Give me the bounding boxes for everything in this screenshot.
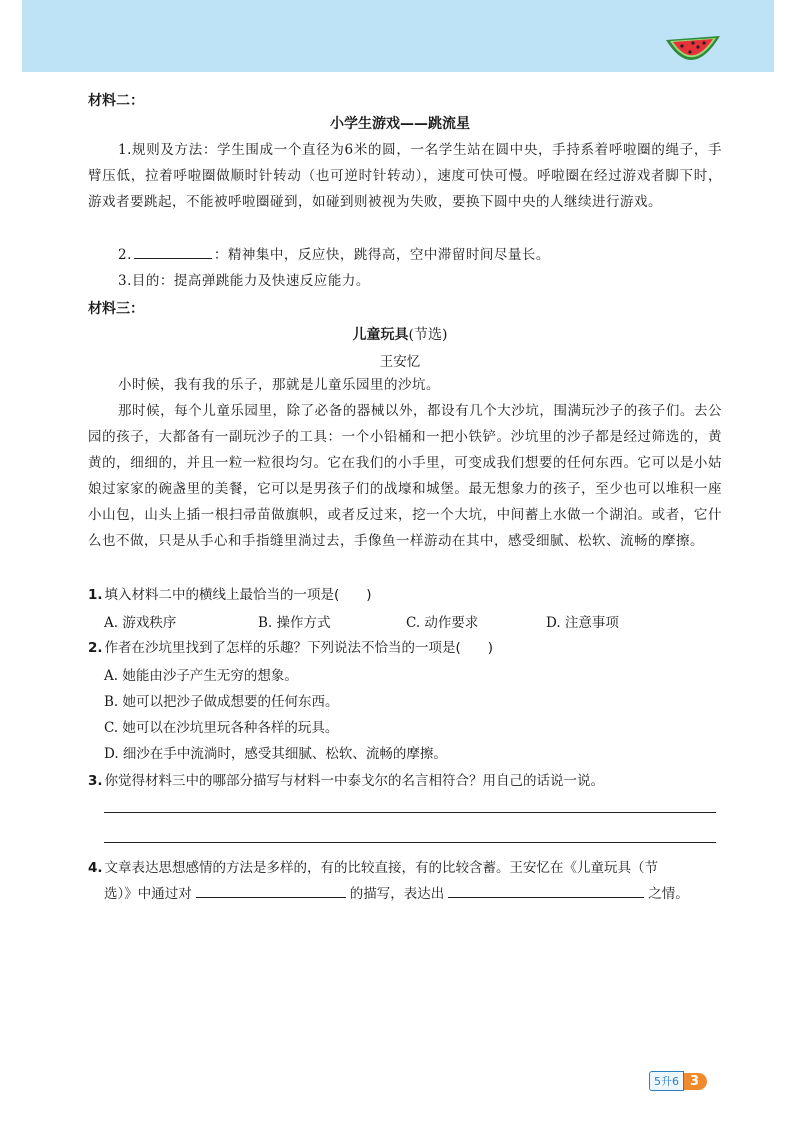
material2-label: 材料二： [88, 93, 144, 109]
rule2-text: ：精神集中，反应快，跳得高，空中滞留时间尽量长。 [213, 247, 550, 263]
q2-text: 作者在沙坑里找到了怎样的乐趣？下列说法不恰当的一项是( ) [104, 640, 494, 656]
q1-option-b[interactable]: B. 操作方式 [258, 615, 331, 631]
q4-line2-b: 的描写，表达出 [349, 886, 445, 902]
q3-answer-line-2[interactable] [104, 842, 716, 843]
material3-paragraph-2: 那时候，每个儿童乐园里，除了必备的器械以外，都设有几个大沙坑，围满玩沙子的孩子们。去公园的孩子，大都备有一副玩沙子的工具：一个小铅桶和一把小铁铲。沙坑里的沙子都是经过筛选的，黄黄的，细细的，并且一粒一粒很均匀。它在我们的小手里，可变成我们想要的任何东西。它可以是小姑娘过家家的碗盏里的美餐，它可以是男孩子们的战壕和城堡。最无想象力的孩子，至少也可以堆积一座小山包，山头上插一根扫帚苗做旗帜，或者反过来，挖一个大坑，中间蓄上水做一个湖泊。或者，它什么也不做，只是从手心和手指缝里淌过去，手像鱼一样游动在其中，感受细腻、松软、流畅的摩擦。 [88, 403, 722, 549]
q1-option-d[interactable]: D. 注意事项 [546, 615, 619, 631]
q3-number: 3. [88, 773, 103, 789]
material2-rule3: 3.目的：提高弹跳能力及快速反应能力。 [118, 273, 370, 289]
q2-option-d[interactable]: D. 细沙在手中流淌时，感受其细腻、松软、流畅的摩擦。 [104, 746, 447, 762]
question-4 [88, 855, 728, 881]
q1-options [104, 611, 724, 631]
q4-number: 4. [88, 860, 103, 876]
q2-option-c[interactable]: C. 她可以在沙坑里玩各种各样的玩具。 [104, 720, 339, 736]
question-2 [88, 635, 728, 661]
material3-title-suffix: (节选) [408, 327, 448, 343]
question-1 [88, 582, 728, 608]
rule2-blank [134, 244, 212, 259]
material3-paragraph-1: 小时候，我有我的乐子，那就是儿童乐园里的沙坑。 [118, 377, 440, 393]
q1-text: 填入材料二中的横线上最恰当的一项是( ) [104, 587, 372, 603]
question-4-line2 [104, 881, 728, 907]
q1-option-c[interactable]: C. 动作要求 [406, 615, 479, 631]
q3-text: 你觉得材料三中的哪部分描写与材料一中泰戈尔的名言相符合？用自己的话说一说。 [104, 773, 605, 789]
q4-line2-c: 之情。 [648, 886, 689, 902]
material2-rule2 [88, 242, 722, 268]
q2-number: 2. [88, 640, 103, 656]
grade-badge: 5升6 [649, 1071, 684, 1091]
page-number: 3 [684, 1073, 707, 1090]
q4-line1: 文章表达思想感情的方法是多样的，有的比较直接，有的比较含蓄。王安忆在《儿童玩具（节 [104, 860, 659, 876]
q4-blank-2[interactable] [448, 881, 644, 898]
q2-option-b[interactable]: B. 她可以把沙子做成想要的任何东西。 [104, 694, 339, 710]
material3-label: 材料三： [88, 301, 144, 317]
q4-line2-a: 选）》中通过对 [104, 886, 192, 902]
question-3 [88, 768, 728, 794]
q4-blank-1[interactable] [196, 881, 346, 898]
q3-answer-line-1[interactable] [104, 812, 716, 813]
q1-number: 1. [88, 587, 103, 603]
material3-title-main: 儿童玩具 [352, 327, 409, 343]
q2-option-a[interactable]: A. 她能由沙子产生无穷的想象。 [104, 668, 298, 684]
rule2-prefix: 2. [118, 247, 132, 263]
material2-title: 小学生游戏——跳流星 [330, 116, 470, 132]
material3-author: 王安忆 [379, 354, 421, 370]
q1-option-a[interactable]: A. 游戏秩序 [104, 615, 177, 631]
page-footer-tag [649, 1071, 707, 1091]
material3-title [0, 324, 800, 344]
material2-rule1: 1.规则及方法：学生围成一个直径为6米的圆，一名学生站在圆中央，手持系着呼啦圈的绳子，手臂压低，拉着呼啦圈做顺时针转动（也可逆时针转动），速度可快可慢。呼啦圈在经过游戏者脚下时，游戏者要跳起，不能被呼啦圈碰到，如碰到则被视为失败，要换下圆中央的人继续进行游戏。 [88, 142, 722, 210]
